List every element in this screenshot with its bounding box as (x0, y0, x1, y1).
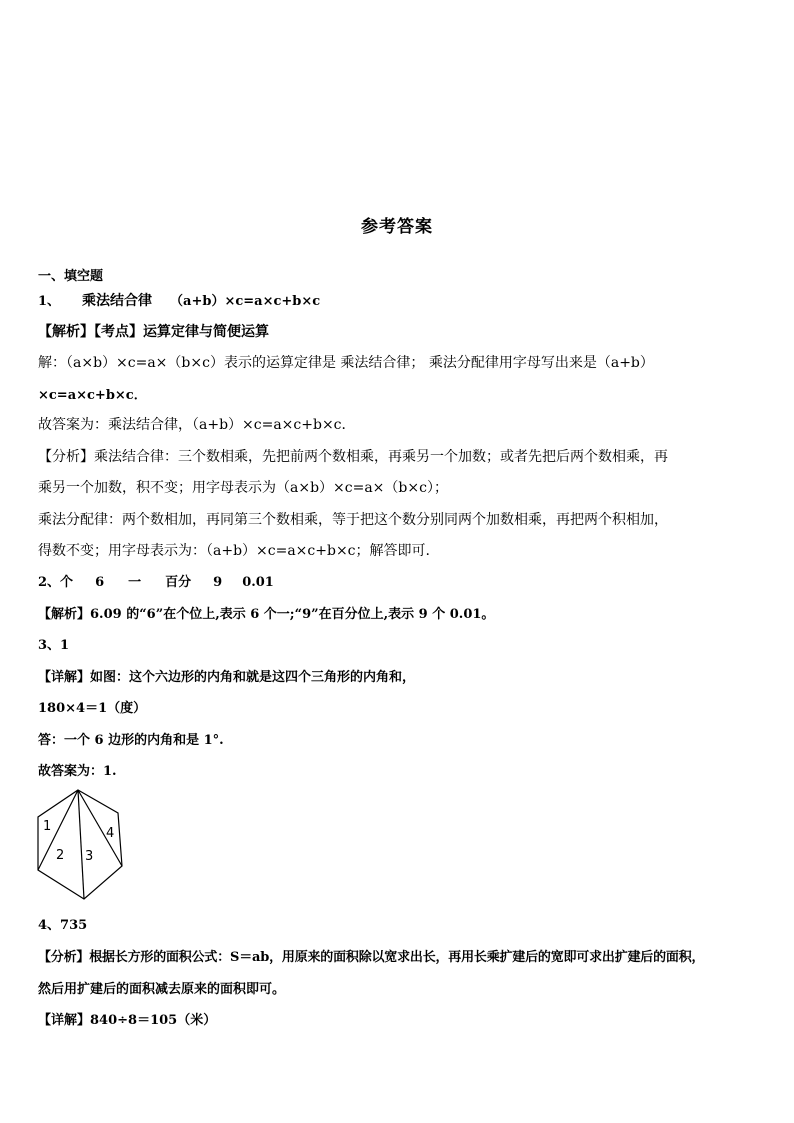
q1-answer-line (38, 290, 320, 310)
q2-explanation: 【解析】6.09 的“6”在个位上,表示 6 个一;“9”在百分位上,表示 9 个 0.01。 (38, 607, 495, 622)
triangle-label-4: 4 (106, 826, 115, 841)
triangle-label-3: 3 (85, 849, 94, 864)
triangle-label-1: 1 (43, 819, 52, 834)
q4-answer-line: 4、735 (38, 918, 88, 933)
q4-analysis-line-1: 【分析】根据长方形的面积公式：S＝ab，用原来的面积除以宽求出长，再用长乘扩建后的宽即可求出扩建后的面积， (38, 950, 705, 965)
q1-analysis-line-2: 乘另一个加数，积不变；用字母表示为（a×b）×c=a×（b×c）； (38, 480, 448, 496)
q2-answer-3: 一 (128, 575, 142, 590)
q4-detail: 【详解】840÷8＝105（米） (38, 1013, 217, 1028)
q1-analysis-line-3: 乘法分配律：两个数相加，再同第三个数相乘，等于把这个数分别同两个加数相乘，再把两个积相加， (38, 512, 668, 528)
q3-calculation: 180×4＝1（度） (38, 701, 147, 716)
q1-solution-line-2: ×c=a×c+b×c． (38, 388, 147, 403)
hexagon-figure (32, 784, 132, 904)
section-heading: 一、填空题 (38, 269, 104, 284)
q1-final-answer: 故答案为：乘法结合律，（a+b）×c=a×c+b×c． (38, 417, 356, 433)
q2-number: 2、 (38, 575, 61, 590)
q1-tag-line: 【解析】【考点】运算定律与简便运算 (38, 324, 269, 340)
q4-analysis-line-2: 然后用扩建后的面积减去原来的面积即可。 (38, 982, 286, 997)
q1-answer-1: 乘法结合律 (82, 293, 153, 309)
q2-answer-6: 0.01 (242, 575, 274, 590)
q3-reply: 答：一个 6 边形的内角和是 1°. (38, 733, 224, 748)
q1-analysis-line-4: 得数不变；用字母表示为：（a+b）×c=a×c+b×c；解答即可. (38, 543, 430, 559)
q1-answer-2: （a+b）×c=a×c+b×c (170, 294, 321, 309)
q1-solution-line-1: 解：（a×b）×c=a×（b×c）表示的运算定律是 乘法结合律； 乘法分配律用字母写出来是（a+b） (38, 355, 654, 371)
q3-detail: 【详解】如图：这个六边形的内角和就是这四个三角形的内角和， (38, 670, 416, 685)
q2-answer-5: 9 (213, 575, 223, 590)
triangle-label-2: 2 (56, 848, 65, 863)
q3-final-answer: 故答案为：1. (38, 764, 117, 779)
q1-analysis-line-1: 【分析】乘法结合律：三个数相乘，先把前两个数相乘，再乘另一个加数；或者先把后两个数相乘，再 (38, 449, 668, 465)
q2-answer-4: 百分 (165, 575, 192, 590)
q2-answer-2: 6 (95, 575, 105, 590)
q3-answer-line: 3、1 (38, 638, 70, 653)
q2-answer-1: 个 (60, 575, 74, 590)
q1-number: 1、 (38, 294, 61, 309)
q2-answer-line (38, 571, 274, 590)
page-title: 参考答案 (361, 217, 433, 237)
diagonal-line-2 (78, 790, 84, 899)
